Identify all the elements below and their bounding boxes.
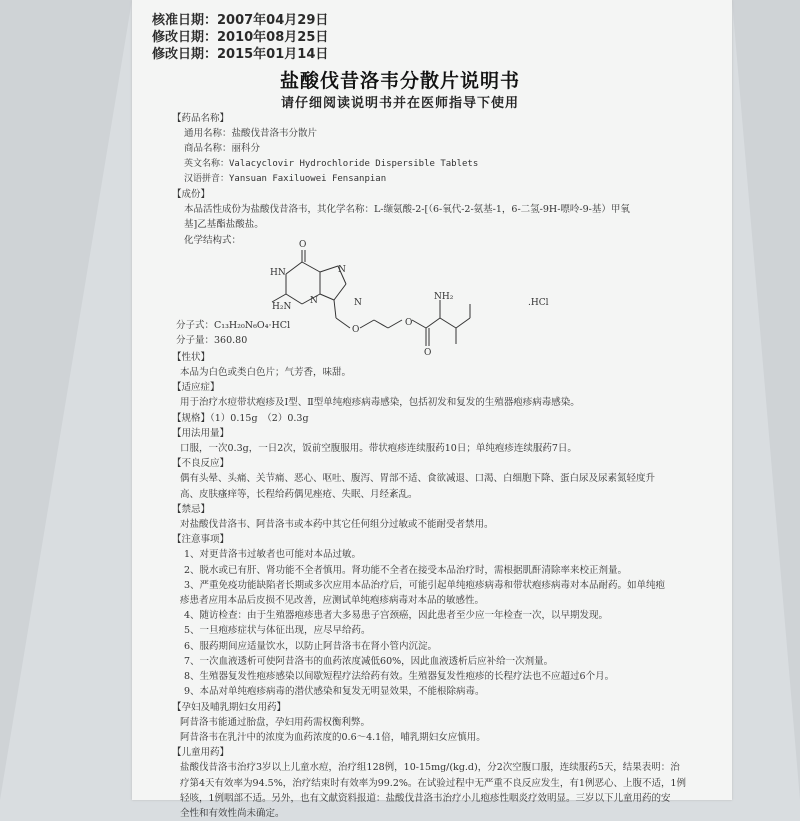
date-block bbox=[152, 12, 328, 63]
atom-o-ether-1: O bbox=[352, 324, 360, 335]
section-heading-indications: 【适应症】 bbox=[172, 382, 220, 394]
pinyin-name: 汉语拼音：Yansuan Faxiluowei Fensanpian bbox=[184, 173, 387, 184]
leaflet-body bbox=[172, 111, 700, 821]
section-heading-dosage: 【用法用量】 bbox=[172, 427, 230, 439]
atom-hcl: .HCl bbox=[528, 297, 549, 308]
precaution-item: 7、一次血液透析可使阿昔洛韦的血药浓度减低60%，因此血液透析后应补给一次剂量。 bbox=[184, 655, 554, 667]
section-heading-adverse: 【不良反应】 bbox=[172, 458, 230, 470]
structure-label: 化学结构式： bbox=[184, 234, 242, 246]
section-heading-pregnancy: 【孕妇及哺乳期妇女用药】 bbox=[172, 701, 287, 713]
atom-n-2: N bbox=[310, 295, 318, 306]
atom-n-3: N bbox=[354, 297, 362, 308]
section-heading-composition: 【成份】 bbox=[172, 189, 211, 201]
section-heading-drug-name: 【药品名称】 bbox=[172, 113, 230, 124]
approval-date: 核准日期：2007年04月29日 bbox=[152, 13, 329, 28]
pregnancy-line-2: 阿昔洛韦在乳汁中的浓度为血药浓度的0.6～4.1倍，哺乳期妇女应慎用。 bbox=[180, 731, 486, 743]
composition-line-1: 本品活性成份为盐酸伐昔洛韦，其化学名称：L-缬氨酸-2-[（6-氧代-2-氨基-1，6-二氢-9H-嘌呤-9-基）甲氧 bbox=[184, 204, 630, 216]
section-heading-spec bbox=[172, 411, 700, 426]
atom-n-1: N bbox=[338, 264, 346, 275]
precaution-item: 9、本品对单纯疱疹病毒的潜伏感染和复发无明显效果，不能根除病毒。 bbox=[184, 686, 485, 698]
molecular-formula: 分子式：C₁₃H₂₀N₆O₄·HCl bbox=[176, 319, 291, 331]
precaution-item: 8、生殖器复发性疱疹感染以间歇短程疗法给药有效。生殖器复发性疱疹的长程疗法也不应超过6个月。 bbox=[184, 671, 615, 683]
contraindications-text: 对盐酸伐昔洛韦、阿昔洛韦或本药中其它任何组分过敏或不能耐受者禁用。 bbox=[180, 519, 494, 531]
composition-line-2: 基]乙基酯盐酸盐。 bbox=[184, 219, 264, 231]
precaution-item: 4、随访检查：由于生殖器疱疹患者大多易患子宫颈癌，因此患者至少应一年检查一次，以早期发现。 bbox=[184, 610, 609, 622]
children-line-3: 轻咳，1例咽部不适。另外，也有文献资料报道：盐酸伐昔洛韦治疗小儿疱疹性咽炎疗效明显。三岁以下儿童用药的安 bbox=[180, 792, 671, 804]
atom-o-ester: O bbox=[424, 347, 432, 358]
precaution-item: 2、脱水或已有肝、肾功能不全者慎用。肾功能不全者在接受本品治疗时，需根据肌酐清除率来校正剂量。 bbox=[184, 564, 628, 576]
revision-date-1: 修改日期：2010年08月25日 bbox=[152, 30, 329, 45]
spec-text: （1）0.15g （2）0.3g bbox=[210, 412, 309, 424]
precaution-item: 1、对更昔洛韦过敏者也可能对本品过敏。 bbox=[184, 549, 362, 561]
adverse-line-2: 高、皮肤瘙痒等，长程给药偶见痤疮、失眠、月经紊乱。 bbox=[180, 488, 418, 500]
pregnancy-line-1: 阿昔洛韦能通过胎盘，孕妇用药需权衡利弊。 bbox=[180, 716, 371, 728]
generic-name: 通用名称：盐酸伐昔洛韦分散片 bbox=[184, 128, 318, 140]
precaution-item: 5、一旦疱疹症状与体征出现，应尽早给药。 bbox=[184, 625, 371, 637]
atom-o-carbonyl: O bbox=[299, 239, 307, 250]
atom-hn: HN bbox=[270, 267, 286, 278]
spec-heading: 【规格】 bbox=[172, 412, 211, 424]
atom-h2n: H₂N bbox=[272, 301, 292, 312]
properties-text: 本品为白色或类白色片；气芳香，味甜。 bbox=[180, 367, 352, 379]
revision-date-2: 修改日期：2015年01月14日 bbox=[152, 47, 329, 62]
children-line-1: 盐酸伐昔洛韦治疗3岁以上儿童水痘，治疗组128例，10-15mg/(kg.d)，分2次空腹口服，连续服药5天，结果表明：治 bbox=[180, 762, 680, 774]
atom-o-ether-2: O bbox=[405, 317, 413, 328]
background-left bbox=[0, 0, 132, 800]
precaution-item: 6、服药期间应适量饮水，以防止阿昔洛韦在肾小管内沉淀。 bbox=[184, 640, 438, 652]
children-line-2: 疗第4天有效率为94.5%，治疗结束时有效率为99.2%。在试验过程中无严重不良反应发生，有1例恶心、上腹不适，1例 bbox=[180, 777, 686, 789]
document-title: 盐酸伐昔洛韦分散片说明书 bbox=[279, 70, 520, 92]
section-heading-children: 【儿童用药】 bbox=[172, 747, 230, 759]
section-heading-precautions: 【注意事项】 bbox=[172, 534, 230, 546]
trade-name: 商品名称：丽科分 bbox=[184, 143, 261, 155]
precaution-item: 3、严重免疫功能缺陷者长期或多次应用本品治疗后，可能引起单纯疱疹病毒和带状疱疹病毒对本品耐药。如单纯疱 bbox=[184, 579, 666, 591]
section-heading-properties: 【性状】 bbox=[172, 351, 211, 363]
background-right bbox=[732, 0, 800, 800]
atom-nh2: NH₂ bbox=[434, 291, 454, 302]
dosage-text: 口服，一次0.3g，一日2次，饭前空腹服用。带状疱疹连续服药10日；单纯疱疹连续服药7日。 bbox=[180, 443, 577, 455]
molecular-weight: 分子量：360.80 bbox=[176, 335, 248, 347]
section-heading-contraindications: 【禁忌】 bbox=[172, 503, 211, 515]
document-subtitle: 请仔细阅读说明书并在医师指导下使用 bbox=[280, 96, 519, 111]
indications-text: 用于治疗水痘带状疱疹及Ⅰ型、Ⅱ型单纯疱疹病毒感染，包括初发和复发的生殖器疱疹病毒感染。 bbox=[180, 397, 580, 409]
precaution-item: 疹患者应用本品后皮损不见改善，应测试单纯疱疹病毒对本品的敏感性。 bbox=[180, 595, 485, 607]
adverse-line-1: 偶有头晕、头痛、关节痛、恶心、呕吐、腹泻、胃部不适、食欲减退、口渴、白细胞下降、蛋白尿及尿素氮轻度升 bbox=[180, 473, 656, 485]
english-name: 英文名称：Valacyclovir Hydrochloride Dispersible Tablets bbox=[184, 158, 479, 169]
formula-block bbox=[176, 318, 290, 348]
children-line-4: 全性和有效性尚未确定。 bbox=[180, 807, 285, 819]
